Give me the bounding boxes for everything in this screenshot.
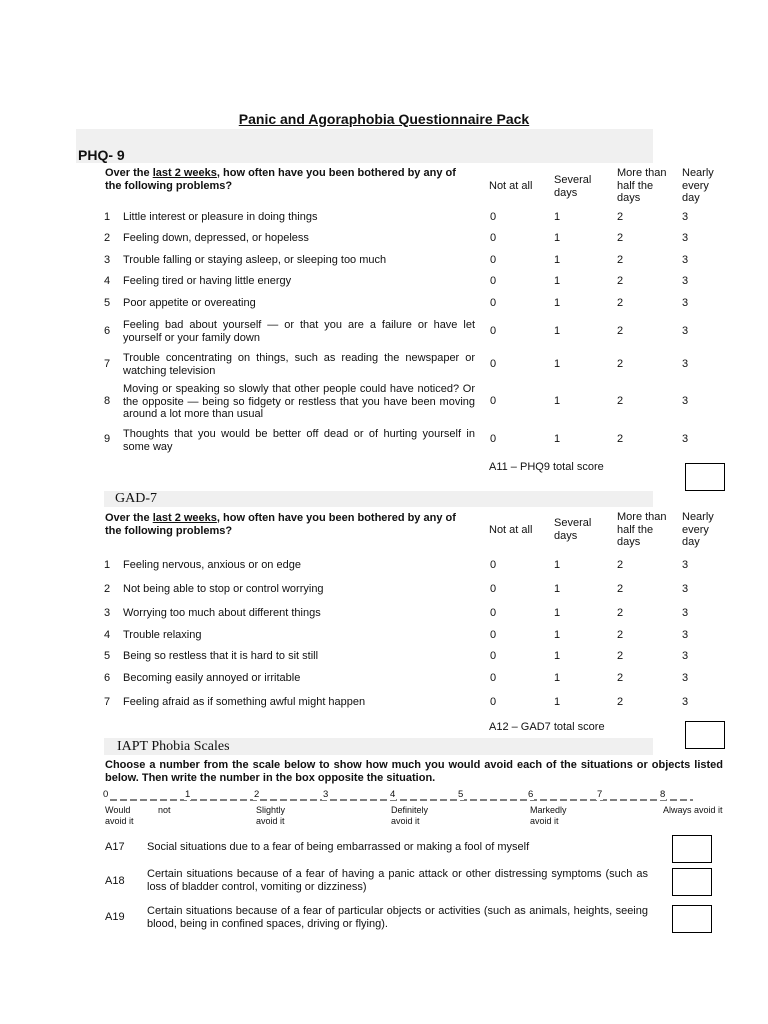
phq-item-number: 6 xyxy=(104,325,111,337)
phq-item-text: Feeling bad about yourself — or that you are a failure or have let yourself or your family down xyxy=(123,319,475,344)
gad-score-option[interactable]: 0 xyxy=(490,629,497,641)
phq-item-number: 5 xyxy=(104,297,111,309)
phq-score-option[interactable]: 0 xyxy=(490,325,497,337)
phq-score-option[interactable]: 2 xyxy=(617,358,624,370)
gad-score-option[interactable]: 1 xyxy=(554,650,561,662)
scale-number: 7 xyxy=(597,789,603,800)
phq-score-option[interactable]: 2 xyxy=(617,211,624,223)
phq-score-option[interactable]: 2 xyxy=(617,254,624,266)
phq-item-number: 7 xyxy=(104,358,111,370)
phq-item-text: Poor appetite or overeating xyxy=(123,297,256,309)
phq-score-option[interactable]: 0 xyxy=(490,297,497,309)
scale-number: 5 xyxy=(458,789,464,800)
gad-score-option[interactable]: 1 xyxy=(554,672,561,684)
gad-score-option[interactable]: 2 xyxy=(617,650,624,662)
phq-score-option[interactable]: 3 xyxy=(682,275,689,287)
gad-score-option[interactable]: 2 xyxy=(617,559,624,571)
scale-number: 2 xyxy=(254,789,260,800)
phq-item-text: Trouble concentrating on things, such as reading the newspaper or watching television xyxy=(123,352,475,377)
scale-number: 0 xyxy=(103,789,109,800)
gad-item-text: Trouble relaxing xyxy=(123,629,202,641)
gad-item-text: Feeling nervous, anxious or on edge xyxy=(123,559,301,571)
scale-number: 3 xyxy=(323,789,329,800)
phq-total-box[interactable] xyxy=(685,463,725,491)
phq-score-option[interactable]: 3 xyxy=(682,297,689,309)
iapt-instructions: Choose a number from the scale below to show how much you would avoid each of the situations or objects listed below. Then write the number in the box opposite the situation. xyxy=(105,759,723,784)
phq-score-option[interactable]: 0 xyxy=(490,211,497,223)
gad-col-several-days: Several days xyxy=(554,517,592,542)
phq-item-text: Feeling down, depressed, or hopeless xyxy=(123,232,309,244)
phq-score-option[interactable]: 2 xyxy=(617,325,624,337)
gad-score-option[interactable]: 3 xyxy=(682,629,689,641)
phq-item-number: 8 xyxy=(104,395,111,407)
gad-item-number: 7 xyxy=(104,696,111,708)
gad-score-option[interactable]: 0 xyxy=(490,696,497,708)
gad-score-option[interactable]: 3 xyxy=(682,672,689,684)
gad-score-option[interactable]: 1 xyxy=(554,696,561,708)
phq-score-option[interactable]: 0 xyxy=(490,232,497,244)
phq-score-option[interactable]: 1 xyxy=(554,211,561,223)
phq-col-several-days: Several days xyxy=(554,174,592,199)
gad-item-text: Feeling afraid as if something awful might happen xyxy=(123,696,366,708)
iapt-item-code: A19 xyxy=(105,911,125,923)
gad-heading: GAD-7 xyxy=(115,491,157,506)
phq-score-option[interactable]: 0 xyxy=(490,254,497,266)
gad-score-option[interactable]: 2 xyxy=(617,629,624,641)
gad-score-option[interactable]: 2 xyxy=(617,696,624,708)
scale-label-would-avoid: Would avoid it xyxy=(105,805,134,826)
gad-item-number: 2 xyxy=(104,583,111,595)
iapt-item-text: Certain situations because of a fear of particular objects or activities (such as animals, heights, seeing blood, being in confined spaces, driving or flying). xyxy=(147,905,648,930)
gad-score-option[interactable]: 3 xyxy=(682,696,689,708)
scale-number: 8 xyxy=(660,789,666,800)
gad-score-option[interactable]: 3 xyxy=(682,607,689,619)
phq-score-option[interactable]: 3 xyxy=(682,232,689,244)
gad-col-nearly-every-day: Nearly every day xyxy=(682,511,714,548)
scale-label-definitely: Definitely avoid it xyxy=(391,805,429,826)
gad-score-option[interactable]: 0 xyxy=(490,672,497,684)
gad-score-option[interactable]: 0 xyxy=(490,650,497,662)
scale-label-slightly: Slightly avoid it xyxy=(256,805,286,826)
gad-item-text: Worrying too much about different things xyxy=(123,607,321,619)
phq-score-option[interactable]: 3 xyxy=(682,254,689,266)
phq-col-not-at-all: Not at all xyxy=(489,180,533,192)
phq-score-option[interactable]: 1 xyxy=(554,254,561,266)
phq-item-text: Feeling tired or having little energy xyxy=(123,275,292,287)
phq-item-number: 4 xyxy=(104,275,111,287)
gad-total-label: A12 – GAD7 total score xyxy=(489,721,605,733)
phq-item-text: Trouble falling or staying asleep, or sleeping too much xyxy=(123,254,387,266)
phq-item-number: 3 xyxy=(104,254,111,266)
phq-item-number: 2 xyxy=(104,232,111,244)
phq-col-nearly-every-day: Nearly every day xyxy=(682,167,714,204)
gad-score-option[interactable]: 1 xyxy=(554,559,561,571)
gad-heading-band xyxy=(104,491,653,507)
scale-label-not: not xyxy=(158,805,171,815)
phq-total-label: A11 – PHQ9 total score xyxy=(489,461,604,473)
gad-item-number: 1 xyxy=(104,559,111,571)
iapt-answer-box[interactable] xyxy=(672,905,712,933)
phq-score-option[interactable]: 0 xyxy=(490,358,497,370)
gad-score-option[interactable]: 2 xyxy=(617,583,624,595)
phq-item-text: Thoughts that you would be better off dead or of hurting yourself in some way xyxy=(123,428,475,453)
phq-score-option[interactable]: 2 xyxy=(617,297,624,309)
gad-score-option[interactable]: 3 xyxy=(682,650,689,662)
gad-score-option[interactable]: 1 xyxy=(554,583,561,595)
phq-score-option[interactable]: 0 xyxy=(490,433,497,445)
phq-heading-band xyxy=(76,129,653,163)
phq-score-option[interactable]: 1 xyxy=(554,325,561,337)
gad-score-option[interactable]: 3 xyxy=(682,583,689,595)
phq-score-option[interactable]: 1 xyxy=(554,395,561,407)
iapt-item-code: A18 xyxy=(105,875,125,887)
phq-score-option[interactable]: 2 xyxy=(617,275,624,287)
phq-score-option[interactable]: 1 xyxy=(554,232,561,244)
gad-item-number: 4 xyxy=(104,629,111,641)
gad-item-number: 3 xyxy=(104,607,111,619)
phq-score-option[interactable]: 1 xyxy=(554,297,561,309)
iapt-item-text: Social situations due to a fear of being embarrassed or making a fool of myself xyxy=(147,841,530,853)
gad-item-text: Becoming easily annoyed or irritable xyxy=(123,672,301,684)
phq-col-more-than-half: More than half the days xyxy=(617,167,667,204)
phq-score-option[interactable]: 3 xyxy=(682,325,689,337)
scale-label-always: Always avoid it xyxy=(663,805,723,815)
gad-item-text: Not being able to stop or control worrying xyxy=(123,583,324,595)
page-title: Panic and Agoraphobia Questionnaire Pack xyxy=(238,111,530,127)
phq-score-option[interactable]: 1 xyxy=(554,358,561,370)
iapt-answer-box[interactable] xyxy=(672,835,712,863)
phq-score-option[interactable]: 3 xyxy=(682,211,689,223)
phq-score-option[interactable]: 1 xyxy=(554,433,561,445)
phq-instructions: Over the last 2 weeks, how often have you been bothered by any of the following problems? xyxy=(105,167,456,192)
iapt-item-text: Certain situations because of a fear of having a panic attack or other distressing symptoms (such as loss of bladder control, vomiting or dizziness) xyxy=(147,868,648,893)
gad-score-option[interactable]: 0 xyxy=(490,583,497,595)
phq-score-option[interactable]: 2 xyxy=(617,433,624,445)
gad-score-option[interactable]: 3 xyxy=(682,559,689,571)
gad-score-option[interactable]: 2 xyxy=(617,607,624,619)
gad-score-option[interactable]: 1 xyxy=(554,607,561,619)
gad-score-option[interactable]: 0 xyxy=(490,559,497,571)
gad-item-number: 6 xyxy=(104,672,111,684)
phq-item-number: 1 xyxy=(104,211,111,223)
phq-score-option[interactable]: 0 xyxy=(490,395,497,407)
phq-score-option[interactable]: 3 xyxy=(682,358,689,370)
gad-col-not-at-all: Not at all xyxy=(489,524,533,536)
gad-item-number: 5 xyxy=(104,650,111,662)
iapt-heading: IAPT Phobia Scales xyxy=(117,739,230,754)
phq-item-text: Moving or speaking so slowly that other people could have noticed? Or the opposite — being so fidgety or restless that you have been moving around a lot more than usual xyxy=(123,383,475,420)
phq-heading: PHQ- 9 xyxy=(78,147,125,163)
phq-score-option[interactable]: 3 xyxy=(682,395,689,407)
phq-score-option[interactable]: 3 xyxy=(682,433,689,445)
gad-score-option[interactable]: 0 xyxy=(490,607,497,619)
scale-number: 4 xyxy=(390,789,396,800)
phq-score-option[interactable]: 1 xyxy=(554,275,561,287)
scale-number: 6 xyxy=(528,789,534,800)
phq-item-text: Little interest or pleasure in doing things xyxy=(123,211,318,223)
gad-score-option[interactable]: 2 xyxy=(617,672,624,684)
phq-score-option[interactable]: 2 xyxy=(617,395,624,407)
gad-instructions: Over the last 2 weeks, how often have you been bothered by any of the following problems? xyxy=(105,512,456,537)
gad-col-more-than-half: More than half the days xyxy=(617,511,667,548)
scale-label-markedly: Markedly avoid it xyxy=(530,805,567,826)
iapt-item-code: A17 xyxy=(105,841,125,853)
gad-item-text: Being so restless that it is hard to sit still xyxy=(123,650,319,662)
phq-score-option[interactable]: 2 xyxy=(617,232,624,244)
phq-item-number: 9 xyxy=(104,433,111,445)
iapt-answer-box[interactable] xyxy=(672,868,712,896)
scale-number: 1 xyxy=(185,789,191,800)
gad-total-box[interactable] xyxy=(685,721,725,749)
phq-score-option[interactable]: 0 xyxy=(490,275,497,287)
gad-score-option[interactable]: 1 xyxy=(554,629,561,641)
